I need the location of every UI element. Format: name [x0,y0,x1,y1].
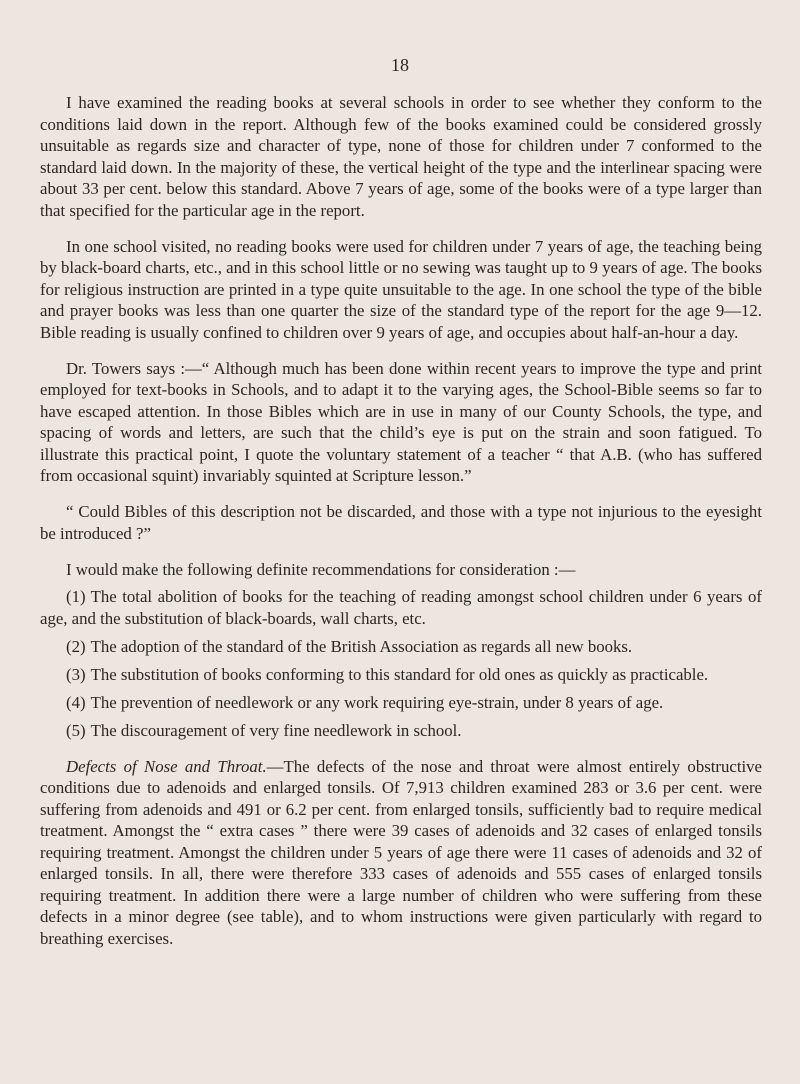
paragraph-recommendations-intro: I would make the following definite recommendations for consideration :— [66,559,576,579]
page-number: 18 [391,55,409,75]
list-item-number: (3) [66,664,86,684]
recommendations-list [40,586,762,741]
paragraph-school-visited: In one school visited, no reading books were used for children under 7 years of age, the teaching being by black-board charts, etc., and in this school little or no sewing was taught up to 9 years of age. The books for religious instruction are printed in a type quite unsuitable to the age. In one school the type of the bible and prayer books was less than one quarter the size of the standard type of the report for the age 9—12. Bible reading is usually confined to children over 9 years of age, and occupies about half-an-hour a day. [40,236,762,342]
list-item [40,720,762,742]
list-item-text: The prevention of needlework or any work requiring eye-strain, under 8 years of age. [90,692,664,712]
list-item-number: (5) [66,720,86,740]
document-body [40,92,762,964]
list-item-text: The discouragement of very fine needlework in school. [90,720,462,740]
section-heading-nose-throat: Defects of Nose and Throat. [66,756,267,776]
list-item [40,636,762,658]
paragraph-dr-towers: Dr. Towers says :—“ Although much has been done within recent years to improve the type and print employed for text-books in Schools, and to adapt it to the varying ages, the School-Bible seems so far to have escaped attention. In those Bibles which are in use in many of our County Schools, the type, and spacing of words and letters, are such that the child’s eye is put on the strain and soon fatigued. To illustrate this practical point, I quote the voluntary statement of a teacher “ that A.B. (who has suffered from occasional squint) invariably squinted at Scripture lesson.” [40,358,762,485]
list-item-number: (1) [66,587,86,606]
paragraph-reading-books: I have examined the reading books at several schools in order to see whether they conform to the conditions laid down in the report. Although few of the books examined could be considered grossly unsuitable as regards size and character of type, none of those for children under 7 conformed to the standard laid down. In the majority of these, the vertical height of the type and the interlinear spacing were about 33 per cent. below this standard. Above 7 years of age, some of the books were of a type larger than that specified for the particular age in the report. [40,93,762,220]
list-item-text: The total abolition of books for the teaching of reading amongst school children under 6 years of age, and the substitution of black-boards, wall charts, etc. [40,587,762,628]
list-item-text: The adoption of the standard of the British Association as regards all new books. [90,636,633,656]
list-item [40,586,762,629]
list-item-text: The substitution of books conforming to this standard for old ones as quickly as practicable. [90,664,709,684]
paragraph-nose-throat-defects [40,756,762,950]
list-item-number: (4) [66,692,86,712]
list-item-number: (2) [66,636,86,656]
list-item [40,692,762,714]
list-item [40,664,762,686]
section-text-nose-throat: —The defects of the nose and throat were almost entirely obstructive conditions due to adenoids and enlarged tonsils. Of 7,913 children examined 283 or 3.6 per cent. were suffering from adenoids and 491 or 6.2 per cent. from enlarged tonsils, sufficiently bad to require medical treatment. Amongst the “ extra cases ” there were 39 cases of adenoids and 32 cases of enlarged tonsils requiring treatment. Amongst the children under 5 years of age there were 11 cases of adenoids and 32 of enlarged tonsils. In all, there were therefore 333 cases of adenoids and 555 cases of enlarged tonsils requiring treatment. In addition there were a large number of children who were suffering from these defects in a minor degree (see table), and to whom instructions were given particularly with regard to breathing exercises. [40,756,762,948]
paragraph-bibles-question: “ Could Bibles of this description not be discarded, and those with a type not injurious to the eyesight be introduced ?” [40,502,762,543]
